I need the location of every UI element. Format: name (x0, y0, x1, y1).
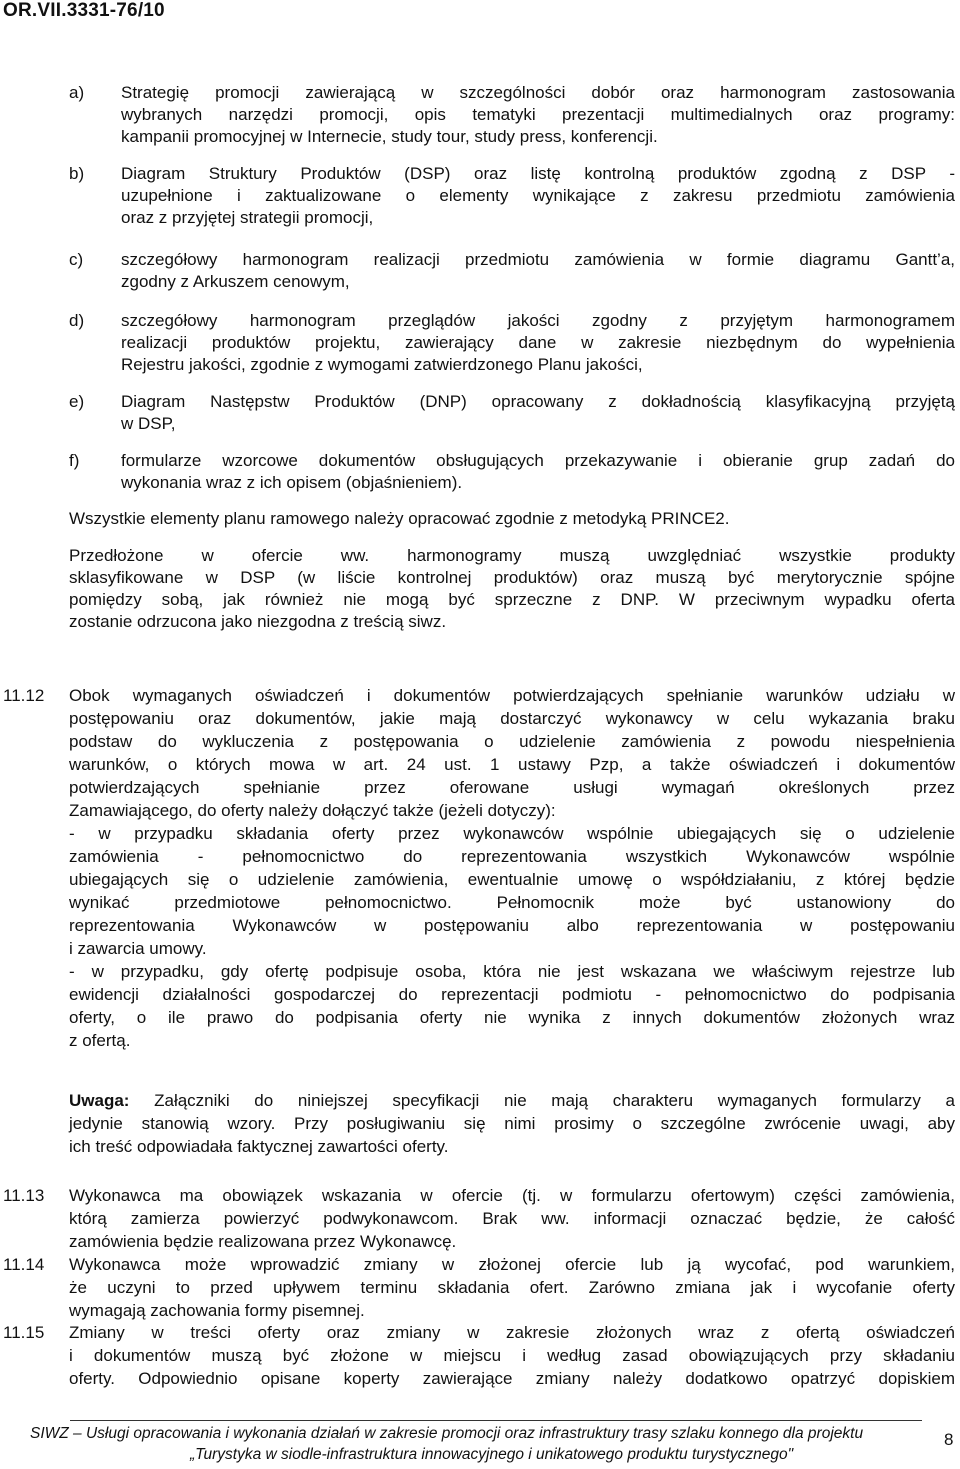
note-line: ich treść odpowiadała faktycznej zawartości oferty. (69, 1137, 449, 1156)
section-line: ubiegających się o udzielenie zamówienia, ewentualnie umowę o współdziałaniu, z której będzie (69, 870, 955, 889)
note-line: jedynie stanowią wzory. Przy posługiwaniu się nimi prosimy o szczególne zwrócenie uwagi, aby (69, 1114, 955, 1133)
list-label: f) (69, 451, 80, 470)
list-item-line: Diagram Struktury Produktów (DSP) oraz listę kontrolną produktów zgodną z DSP - (121, 164, 955, 183)
section-line: Wykonawca może wprowadzić zmiany w złożonej ofercie lub ją wycofać, pod warunkiem, (69, 1255, 955, 1274)
note-line (69, 1090, 955, 1112)
section-line: Zmiany w treści oferty oraz zmiany w zakresie złożonych wraz z ofertą oświadczeń (69, 1323, 955, 1342)
list-item-line: oraz z przyjętej strategii promocji, (121, 208, 374, 227)
section-line: Obok wymaganych oświadczeń i dokumentów potwierdzających spełnianie warunków udziału w (69, 686, 955, 705)
list-item-line: uzupełnione i zaktualizowane o elementy wynikające z zakresu przedmiotu zamówienia (121, 186, 955, 205)
section-number: 11.14 (3, 1255, 45, 1274)
footer-divider (70, 1420, 922, 1421)
section-line: wymagają zachowania formy pisemnej. (69, 1301, 365, 1320)
document-reference: OR.VII.3331-76/10 (3, 0, 165, 21)
section-line: oferty. Odpowiednio opisane koperty zawierające zmiany należy dodatkowo opatrzyć dopiskiem (69, 1369, 955, 1388)
list-item-line: szczegółowy harmonogram przeglądów jakości zgodny z przyjętym harmonogramem (121, 311, 955, 330)
paragraph-line: sklasyfikowane w DSP (w liście kontrolnej produktów) oraz muszą być merytorycznie spójne (69, 568, 955, 587)
section-number: 11.13 (3, 1186, 45, 1205)
list-label: e) (69, 392, 85, 411)
section-line: i zawarcia umowy. (69, 939, 207, 958)
section-number: 11.12 (3, 686, 45, 705)
list-item-line: wybranych narzędzi promocji, opis tematyki prezentacji multimedialnych oraz programy: (121, 105, 955, 124)
list-item-line: realizacji produktów projektu, zawierający dane w zakresie niezbędnym do wypełnienia (121, 333, 955, 352)
section-line: że uczyni to przed upływem terminu składania ofert. Zarówno zmiana jak i wycofanie oferty (69, 1278, 955, 1297)
list-item-line: formularze wzorcowe dokumentów obsługujących przekazywanie i obieranie grup zadań do (121, 451, 955, 470)
list-label: d) (69, 311, 85, 330)
note-text: Załączniki do niniejszej specyfikacji nie mają charakteru wymaganych formularzy a (129, 1091, 955, 1110)
section-line: - w przypadku składania oferty przez wykonawców wspólnie ubiegających się o udzielenie (69, 824, 955, 843)
section-line: Wykonawca ma obowiązek wskazania w ofercie (tj. w formularzu ofertowym) części zamówienia, (69, 1186, 955, 1205)
section-number: 11.15 (3, 1323, 45, 1342)
list-label: b) (69, 164, 85, 183)
section-line: którą zamierza powierzyć podwykonawcom. Brak ww. informacji oznaczać będzie, że całość (69, 1209, 955, 1228)
section-line: warunków, o których mowa w art. 24 ust. 1 ustawy Pzp, a także oświadczeń i dokumentów (69, 755, 955, 774)
paragraph-line: Przedłożone w ofercie ww. harmonogramy muszą uwzględniać wszystkie produkty (69, 546, 955, 565)
section-line: zamówienia będzie realizowana przez Wykonawcę. (69, 1232, 457, 1251)
section-line: potwierdzających spełnianie przez oferowane usługi wymagań określonych przez (69, 778, 955, 797)
page-number: 8 (944, 1430, 954, 1449)
section-line: i dokumentów muszą być złożone w miejscu i według zasad obowiązujących przy składaniu (69, 1346, 955, 1365)
section-line: podstaw do wykluczenia z postępowania o udzielenie zamówienia z powodu niespełnienia (69, 732, 955, 751)
footer-line: „Turystyka w siodle-infrastruktura innowacyjnego i unikatowego produktu turystycznego" (190, 1446, 794, 1463)
paragraph-line: pomiędzy sobą, jak również nie mogą być sprzeczne z DNP. W przeciwnym wypadku oferta (69, 590, 955, 609)
section-line: reprezentowania Wykonawców w postępowaniu albo reprezentowania w postępowaniu (69, 916, 955, 935)
list-item-line: zgodny z Arkuszem cenowym, (121, 272, 350, 291)
section-line: z ofertą. (69, 1031, 131, 1050)
list-item-line: kampanii promocyjnej w Internecie, study tour, study press, konferencji. (121, 127, 658, 146)
note-label: Uwaga: (69, 1091, 130, 1110)
section-line: Zamawiającego, do oferty należy dołączyć także (jeżeli dotyczy): (69, 801, 556, 820)
paragraph-line: Wszystkie elementy planu ramowego należy opracować zgodnie z metodyką PRINCE2. (69, 509, 730, 528)
list-item-line: Rejestru jakości, zgodnie z wymogami zatwierdzonego Planu jakości, (121, 355, 643, 374)
section-line: ewidencji działalności gospodarczej do reprezentacji podmiotu - pełnomocnictwo do podpisania (69, 985, 955, 1004)
list-label: c) (69, 250, 84, 269)
list-label: a) (69, 83, 85, 102)
section-line: - w przypadku, gdy ofertę podpisuje osoba, która nie jest wskazana we właściwym rejestrze lub (69, 962, 955, 981)
footer-line: SIWZ – Usługi opracowania i wykonania działań w zakresie promocji oraz infrastruktury trasy szlaku konnego dla projektu (30, 1425, 864, 1442)
list-item-line: w DSP, (121, 414, 176, 433)
section-line: oferty, o ile prawo do podpisania oferty nie wynika z innych dokumentów złożonych wraz (69, 1008, 955, 1027)
list-item-line: Strategię promocji zawierającą w szczególności dobór oraz harmonogram zastosowania (121, 83, 955, 102)
section-line: postępowaniu oraz dokumentów, jakie mają dostarczyć wykonawcy w celu wykazania braku (69, 709, 955, 728)
paragraph-line: zostanie odrzucona jako niezgodna z treścią siwz. (69, 612, 447, 631)
section-line: zamówienia - pełnomocnictwo do reprezentowania wszystkich Wykonawców wspólnie (69, 847, 955, 866)
list-item-line: szczegółowy harmonogram realizacji przedmiotu zamówienia w formie diagramu Gantt’a, (121, 250, 955, 269)
section-line: wynikać przedmiotowe pełnomocnictwo. Pełnomocnik może być ustanowiony do (69, 893, 955, 912)
list-item-line: wykonania wraz z ich opisem (objaśnieniem). (121, 473, 463, 492)
list-item-line: Diagram Następstw Produktów (DNP) opracowany z dokładnością klasyfikacyjną przyjętą (121, 392, 955, 411)
